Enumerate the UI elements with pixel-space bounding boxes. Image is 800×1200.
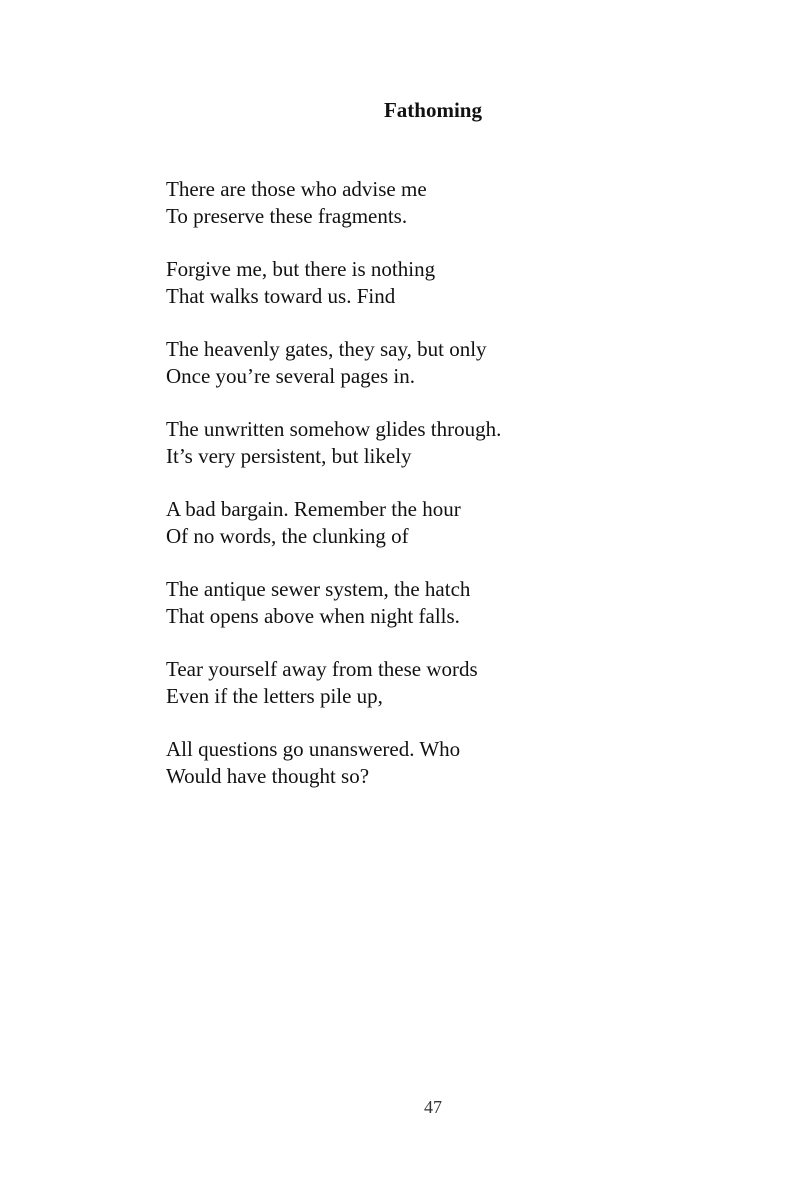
stanza-7 bbox=[166, 656, 686, 710]
poem-line: Forgive me, but there is nothing bbox=[166, 257, 436, 281]
stanza-2 bbox=[166, 256, 686, 310]
poem-line: To preserve these fragments. bbox=[166, 204, 408, 228]
poem-title: Fathoming bbox=[383, 98, 482, 122]
stanza-4 bbox=[166, 416, 686, 470]
poem-line: All questions go unanswered. Who bbox=[166, 737, 461, 761]
poem-line: The unwritten somehow glides through. bbox=[166, 417, 502, 441]
poem-line: Once you’re several pages in. bbox=[166, 364, 415, 388]
poem-line: That opens above when night falls. bbox=[166, 604, 460, 628]
poem-line: Would have thought so? bbox=[166, 764, 370, 788]
poem-line: There are those who advise me bbox=[166, 177, 427, 201]
poem-body bbox=[166, 176, 686, 816]
stanza-3 bbox=[166, 336, 686, 390]
poem-line: A bad bargain. Remember the hour bbox=[166, 497, 461, 521]
page-number: 47 bbox=[424, 1097, 442, 1117]
poem-line: Of no words, the clunking of bbox=[166, 524, 409, 548]
poem-line: The heavenly gates, they say, but only bbox=[166, 337, 487, 361]
stanza-1 bbox=[166, 176, 686, 230]
stanza-6 bbox=[166, 576, 686, 630]
poem-line: Even if the letters pile up, bbox=[166, 684, 383, 708]
poem-line: Tear yourself away from these words bbox=[166, 657, 478, 681]
poem-line: The antique sewer system, the hatch bbox=[166, 577, 471, 601]
stanza-8 bbox=[166, 736, 686, 790]
poem-line: It’s very persistent, but likely bbox=[166, 444, 412, 468]
poem-line: That walks toward us. Find bbox=[166, 284, 396, 308]
stanza-5 bbox=[166, 496, 686, 550]
